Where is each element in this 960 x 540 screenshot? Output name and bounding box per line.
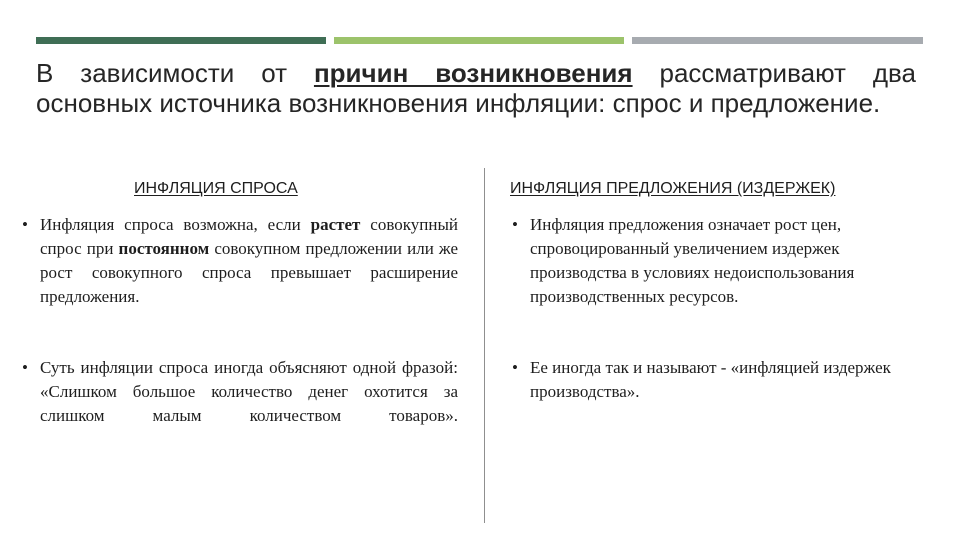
top-bar-dark-green <box>36 37 326 44</box>
bullet-text: Суть инфляции спроса иногда объясняют одной фразой: «Слишком большое количество денег охотится за слишком малым количеством товаров». <box>40 358 458 425</box>
bullet-marker: • <box>22 358 28 377</box>
bullet-marker: • <box>512 358 518 377</box>
column-divider <box>484 168 485 523</box>
left-bullet-2 <box>22 356 458 428</box>
intro-underlined-phrase: причин возникновения <box>313 58 633 88</box>
bullet-text: Инфляция предложения означает рост цен, спровоцированный увеличением издержек производства в условиях недоиспользования производственных ресурсов. <box>530 215 855 306</box>
bullet-marker: • <box>512 215 518 234</box>
bullet-marker: • <box>22 215 28 234</box>
intro-text-start: В зависимости от <box>36 58 314 88</box>
left-bullet-1 <box>22 213 458 309</box>
right-column-heading: ИНФЛЯЦИЯ ПРЕДЛОЖЕНИЯ (ИЗДЕРЖЕК) <box>510 180 836 197</box>
bullet-text: совокупный спрос при <box>40 215 458 258</box>
top-bar-light-green <box>334 37 624 44</box>
left-column-heading: ИНФЛЯЦИЯ СПРОСА <box>134 180 298 197</box>
right-bullet-2 <box>512 356 910 404</box>
intro-text-end: рассматривают два основных источника возникновения инфляции: спрос и предложение. <box>36 58 916 118</box>
intro-paragraph <box>36 58 916 118</box>
bullet-text: Ее иногда так и называют - «инфляцией издержек производства». <box>530 358 891 401</box>
bullet-text: совокупном предложении или же рост совокупного спроса превышает расширение предложения. <box>40 239 458 306</box>
bullet-bold-word: постоянном <box>118 239 210 258</box>
top-bar-gray <box>632 37 923 44</box>
right-bullet-1 <box>512 213 910 309</box>
bullet-text: Инфляция спроса возможна, если <box>40 215 311 234</box>
bullet-bold-word: растет <box>310 215 361 234</box>
